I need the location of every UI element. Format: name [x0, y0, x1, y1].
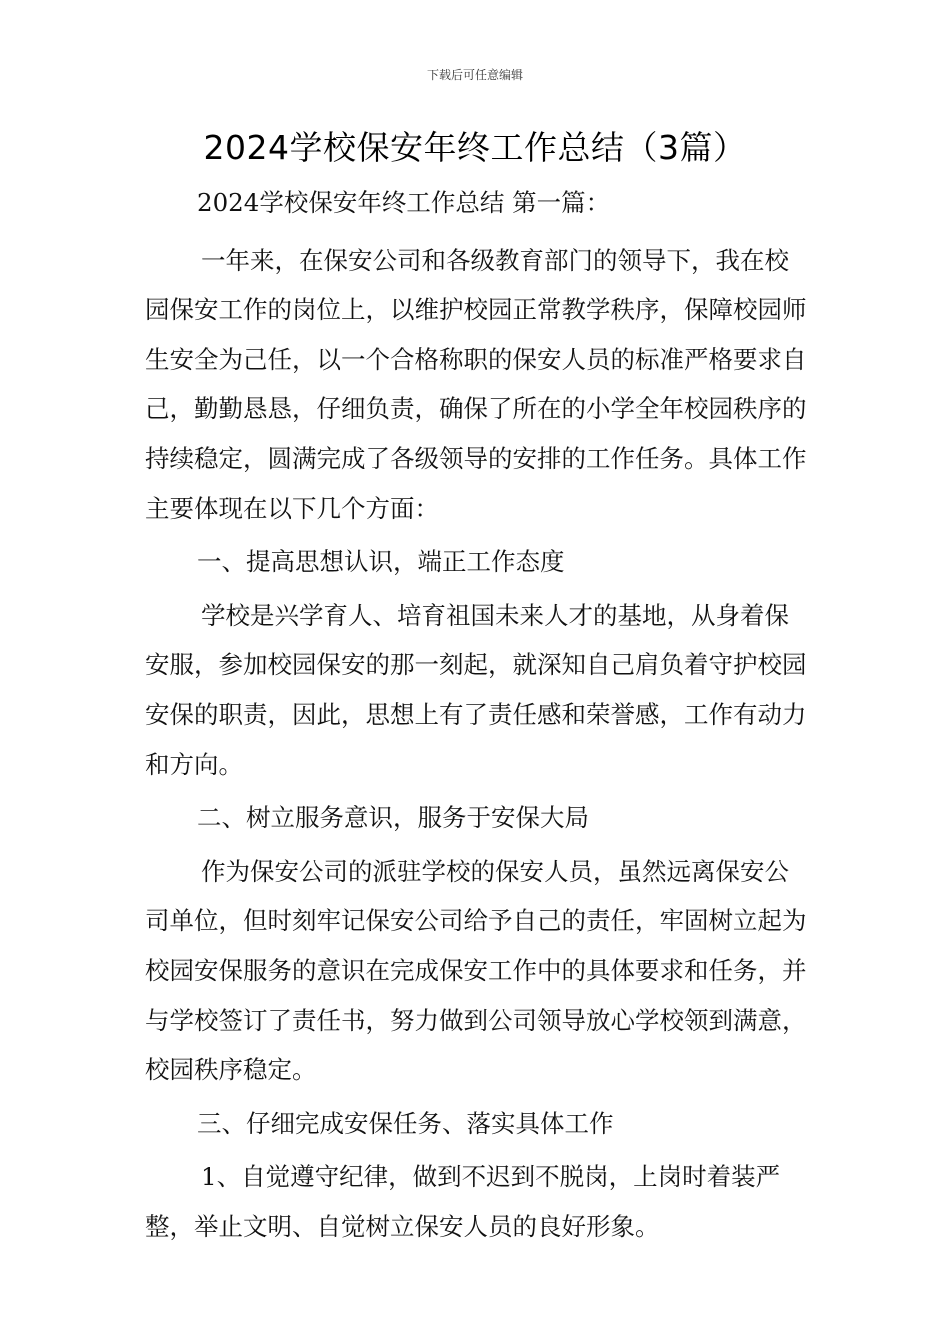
paragraph-2: 作为保安公司的派驻学校的保安人员，虽然远离保安公司单位，但时刻牢记保安公司给予自己的责任，牢固树立起为校园安保服务的意识在完成保安工作中的具体要求和任务，并与学校签订了责任书，努力做到公司领导放心学校领到满意，校园秩序稳定。	[145, 856, 807, 1085]
heading-1: 一、提高思想认识，端正工作态度	[197, 547, 565, 577]
paragraph-3: 1、自觉遵守纪律，做到不迟到不脱岗，上岗时着装严整，举止文明、自觉树立保安人员的良好形象。	[145, 1162, 781, 1241]
section-subtitle: 2024学校保安年终工作总结 第一篇：	[197, 188, 611, 217]
document-body	[145, 178, 810, 1251]
paragraph-1: 学校是兴学育人、培育祖国未来人才的基地，从身着保安服，参加校园保安的那一刻起，就深知自己肩负着守护校园安保的职责，因此，思想上有了责任感和荣誉感，工作有动力和方向。	[145, 600, 807, 779]
paragraph-intro: 一年来，在保安公司和各级教育部门的领导下，我在校园保安工作的岗位上，以维护校园正常教学秩序，保障校园师生安全为己任，以一个合格称职的保安人员的标准严格要求自己，勤勤恳恳，仔细负责，确保了所在的小学全年校园秩序的持续稳定，圆满完成了各级领导的安排的工作任务。具体工作主要体现在以下几个方面：	[145, 245, 807, 523]
heading-3: 三、仔细完成安保任务、落实具体工作	[197, 1108, 614, 1138]
heading-2: 二、树立服务意识，服务于安保大局	[197, 803, 589, 833]
document-title: 2024学校保安年终工作总结（3篇）	[203, 128, 747, 167]
header-note: 下载后可任意编辑	[426, 68, 523, 82]
